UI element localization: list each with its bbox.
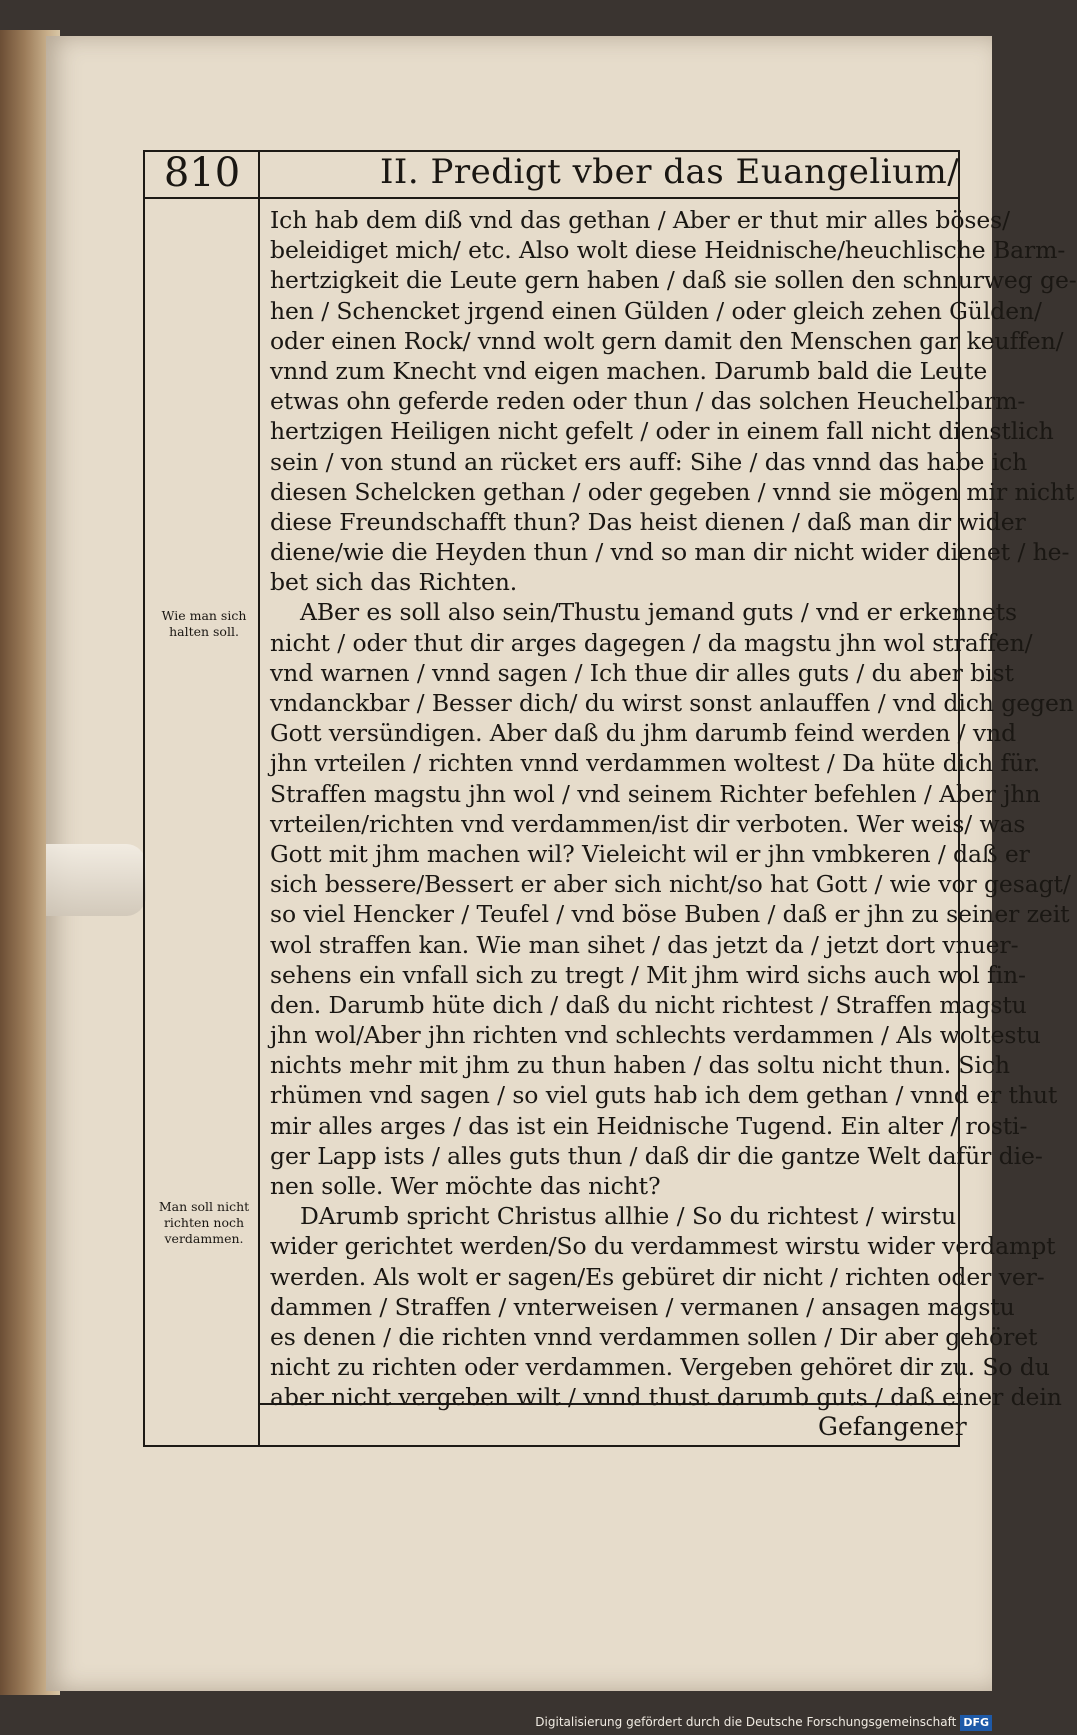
text-line: beleidiget mich/ etc. Also wolt diese Heidnische/heuchlische Barm- [270, 236, 1066, 265]
running-head: II. Predigt vber das Euangelium/ [380, 152, 960, 192]
text-line: Gott mit jhm machen wil? Vieleicht wil er jhn vmbkeren / daß er [270, 839, 1030, 868]
catchword: Gefangener [818, 1412, 967, 1441]
page-tab-marker [46, 844, 146, 916]
page-number: 810 [163, 150, 241, 196]
text-line: aber nicht vergeben wilt / vnnd thust darumb guts / daß einer dein [270, 1383, 1062, 1412]
text-line: Gott versündigen. Aber daß du jhm darumb feind werden / vnd [270, 719, 1017, 748]
text-line: sehens ein vnfall sich zu tregt / Mit jhm wird sichs auch wol fin- [270, 960, 1026, 989]
text-line: vnnd zum Knecht vnd eigen machen. Darumb bald die Leute [270, 356, 988, 385]
margin-rule [258, 150, 260, 1447]
text-line: wol straffen kan. Wie man sihet / das jetzt da / jetzt dort vnuer- [270, 930, 1019, 959]
text-line: den. Darumb hüte dich / daß du nicht richtest / Straffen magstu [270, 990, 1027, 1019]
text-line: diese Freundschafft thun? Das heist dienen / daß man dir wider [270, 507, 1026, 536]
text-line: vnd warnen / vnnd sagen / Ich thue dir alles guts / du aber bist [270, 658, 1014, 687]
text-line: oder einen Rock/ vnnd wolt gern damit den Menschen gar keuffen/ [270, 326, 1064, 355]
text-line: vrteilen/richten vnd verdammen/ist dir verboten. Wer weis/ was [270, 809, 1026, 838]
margin-note: Man soll nicht richten noch verdammen. [158, 1199, 250, 1246]
text-line: jhn vrteilen / richten vnnd verdammen woltest / Da hüte dich für. [270, 749, 1041, 778]
text-line: vndanckbar / Besser dich/ du wirst sonst anlauffen / vnd dich gegen [270, 689, 1074, 717]
text-line: hertzigen Heiligen nicht gefelt / oder in einem fall nicht dienstlich [270, 417, 1054, 446]
text-line: nicht / oder thut dir arges dagegen / da magstu jhn wol straffen/ [270, 628, 1033, 657]
text-line: so viel Hencker / Teufel / vnd böse Buben / daß er jhn zu seiner zeit [270, 900, 1070, 929]
text-line: DArumb spricht Christus allhie / So du richtest / wirstu [300, 1202, 956, 1231]
text-line: diesen Schelcken gethan / oder gegeben / vnnd sie mögen mir nicht [270, 477, 1075, 506]
text-line: diene/wie die Heyden thun / vnd so man dir nicht wider dienet / he- [270, 538, 1070, 567]
text-line: Ich hab dem diß vnd das gethan / Aber er thut mir alles böses/ [270, 206, 1010, 234]
text-line: rhümen vnd sagen / so viel guts hab ich dem gethan / vnnd er thut [270, 1081, 1058, 1110]
header-rule [143, 197, 960, 199]
text-line: hen / Schencket jrgend einen Gülden / oder gleich zehen Gülden/ [270, 296, 1042, 325]
text-line: ABer es soll also sein/Thustu jemand guts / vnd er erkennets [300, 598, 1017, 627]
text-line: es denen / die richten vnnd verdammen sollen / Dir aber gehöret [270, 1322, 1038, 1351]
text-line: nen solle. Wer möchte das nicht? [270, 1172, 661, 1200]
text-line: dammen / Straffen / vnterweisen / vermanen / ansagen magstu [270, 1292, 1015, 1321]
body-text [270, 205, 1077, 1413]
text-line: nicht zu richten oder verdammen. Vergeben gehöret dir zu. So du [270, 1353, 1050, 1382]
text-line: hertzigkeit die Leute gern haben / daß sie sollen den schnurweg ge- [270, 266, 1077, 295]
digitization-footer [535, 1709, 992, 1735]
text-line: wider gerichtet werden/So du verdammest wirstu wider verdampt [270, 1232, 1056, 1261]
dfg-logo: DFG [960, 1715, 992, 1731]
text-line: sein / von stund an rücket ers auff: Sihe / das vnnd das habe ich [270, 447, 1028, 476]
text-line: bet sich das Richten. [270, 568, 518, 597]
text-line: jhn wol/Aber jhn richten vnd schlechts verdammen / Als woltestu [270, 1021, 1041, 1050]
text-line: nichts mehr mit jhm zu thun haben / das soltu nicht thun. Sich [270, 1051, 1010, 1080]
text-line: Straffen magstu jhn wol / vnd seinem Richter befehlen / Aber jhn [270, 779, 1041, 808]
text-line: werden. Als wolt er sagen/Es gebüret dir nicht / richten oder ver- [270, 1262, 1045, 1291]
footer-text: Digitalisierung gefördert durch die Deutsche Forschungsgemeinschaft [535, 1715, 957, 1729]
text-line: ger Lapp ists / alles guts thun / daß dir die gantze Welt dafür die- [270, 1141, 1043, 1170]
text-line: etwas ohn geferde reden oder thun / das solchen Heuchelbarm- [270, 387, 1026, 416]
text-line: sich bessere/Bessert er aber sich nicht/so hat Gott / wie vor gesagt/ [270, 870, 1071, 899]
margin-note: Wie man sich halten soll. [161, 608, 247, 639]
text-line: mir alles arges / das ist ein Heidnische Tugend. Ein alter / rosti- [270, 1111, 1028, 1140]
